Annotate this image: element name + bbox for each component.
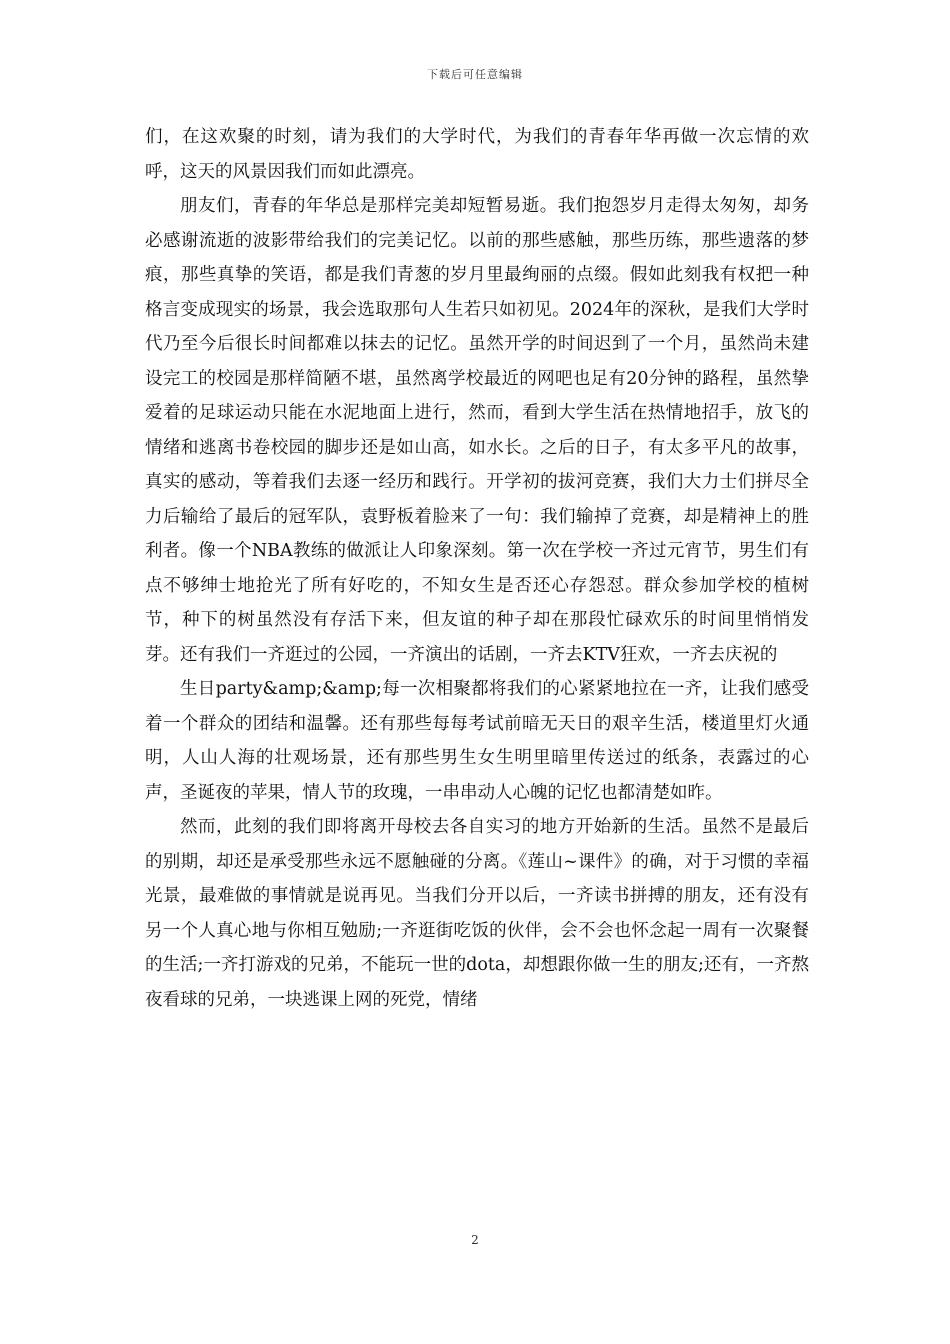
paragraph: 朋友们，青春的年华总是那样完美却短暂易逝。我们抱怨岁月走得太匆匆，却务必感谢流逝的波影带给我们的完美记忆。以前的那些感触，那些历练，那些遗落的梦痕，那些真挚的笑语，都是我们青葱的岁月里最绚丽的点缀。假如此刻我有权把一种格言变成现实的场景，我会选取那句人生若只如初见。2024年的深秋，是我们大学时代乃至今后很长时间都难以抹去的记忆。虽然开学的时间迟到了一个月，虽然尚未建设完工的校园是那样简陋不堪，虽然离学校最近的网吧也足有20分钟的路程，虽然挚爱着的足球运动只能在水泥地面上进行，然而，看到大学生活在热情地招手，放飞的情绪和逃离书卷校园的脚步还是如山高，如水长。之后的日子，有太多平凡的故事，真实的感动，等着我们去逐一经历和践行。开学初的拔河竞赛，我们大力士们拼尽全力后输给了最后的冠军队，袁野板着脸来了一句：我们输掉了竞赛，却是精神上的胜利者。像一个NBA教练的做派让人印象深刻。第一次在学校一齐过元宵节，男生们有点不够绅士地抢光了所有好吃的，不知女生是否还心存怨怼。群众参加学校的植树节，种下的树虽然没有存活下来，但友谊的种子却在那段忙碌欢乐的时间里悄悄发芽。还有我们一齐逛过的公园，一齐演出的话剧，一齐去KTV狂欢，一齐去庆祝的 (145, 196, 809, 665)
paragraph-continuation: 们，在这欢聚的时刻，请为我们的大学时代，为我们的青春年华再做一次忘情的欢呼，这天的风景因我们而如此漂亮。 (145, 127, 809, 182)
page-header: 下载后可任意编辑 (427, 68, 523, 81)
document-body (145, 120, 809, 1017)
paragraph: 然而，此刻的我们即将离开母校去各自实习的地方开始新的生活。虽然不是最后的别期，却还是承受那些永远不愿触碰的分离。《莲山~课件》的确，对于习惯的幸福光景，最难做的事情就是说再见。当我们分开以后，一齐读书拼搏的朋友，还有没有另一个人真心地与你相互勉励;一齐逛街吃饭的伙伴，会不会也怀念起一周有一次聚餐的生活;一齐打游戏的兄弟，不能玩一世的dota，却想跟你做一生的朋友;还有，一齐熬夜看球的兄弟，一块逃课上网的死党，情绪 (145, 817, 809, 1010)
paragraph: 生日party&amp;&amp;每一次相聚都将我们的心紧紧地拉在一齐，让我们感受着一个群众的团结和温馨。还有那些每每考试前暗无天日的艰辛生活，楼道里灯火通明，人山人海的壮观场景，还有那些男生女生明里暗里传送过的纸条，表露过的心声，圣诞夜的苹果，情人节的玫瑰，一串串动人心魄的记忆也都清楚如昨。 (145, 679, 809, 803)
page-number: 2 (471, 1233, 479, 1247)
